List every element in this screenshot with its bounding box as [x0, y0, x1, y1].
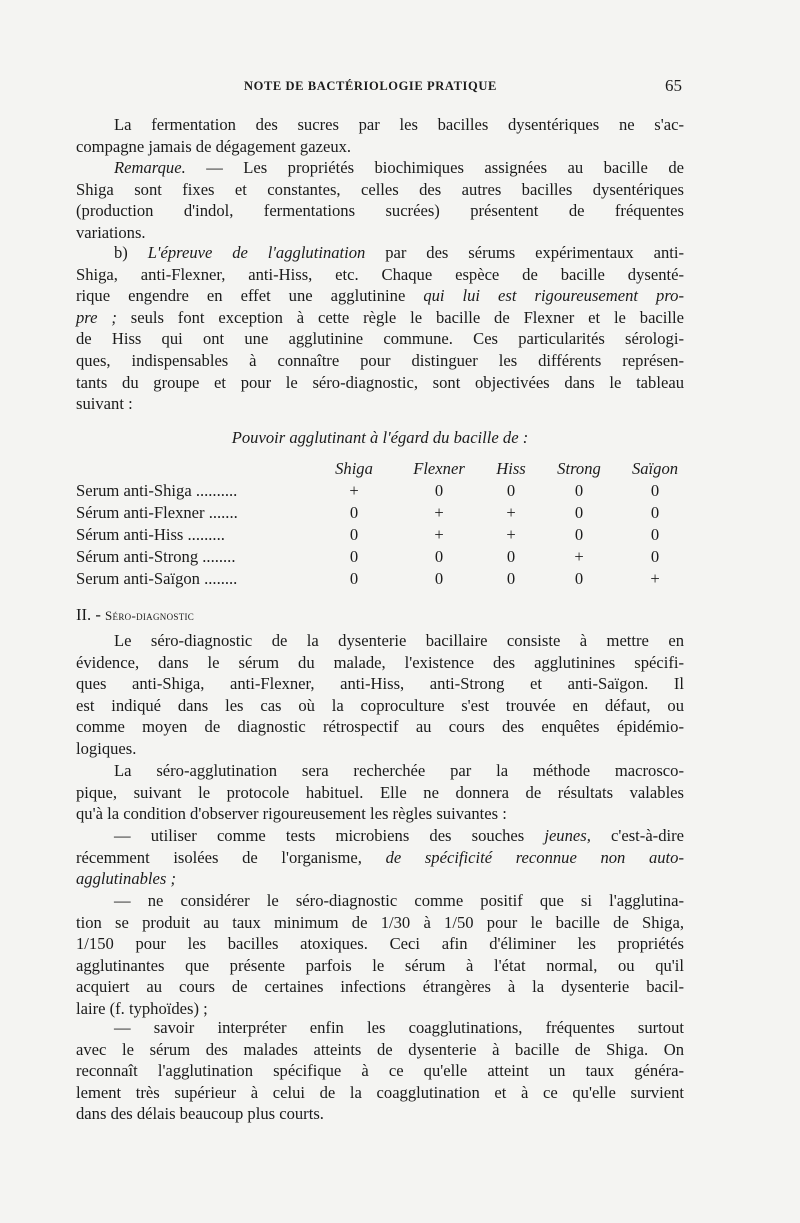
- table-cell: 0: [506, 481, 516, 500]
- text-span: rique engendre en effet une agglutinine: [76, 286, 424, 306]
- text-line: acquiert au cours de certaines infections étrangères à la dysenterie bacil-: [76, 977, 684, 997]
- paragraph-agglutination: [76, 242, 684, 415]
- paragraph-remarque: [76, 157, 684, 243]
- paragraph-rule-1: [76, 825, 684, 890]
- text-line: qu'à la condition d'observer rigoureusement les règles suivantes :: [76, 804, 507, 824]
- table-cell: 0: [349, 503, 359, 522]
- table-row: [76, 503, 684, 525]
- table-cell: 0: [506, 569, 516, 588]
- text-line: [76, 847, 684, 869]
- table-cell: 0: [650, 547, 660, 566]
- text-line: Shiga sont fixes et constantes, celles des autres bacilles dysentériques: [76, 179, 684, 199]
- column-header: Flexner: [413, 459, 465, 478]
- text-line: La fermentation des sucres par les bacilles dysentériques ne s'ac-: [114, 115, 684, 134]
- section-title: Séro-diagnostic: [105, 608, 195, 623]
- table-cell: 0: [434, 569, 444, 588]
- text-span: c'est-à-dire: [590, 826, 685, 845]
- text-line: [76, 825, 684, 847]
- row-label: Serum anti-Shiga ..........: [76, 481, 238, 500]
- row-label: Sérum anti-Hiss .........: [76, 525, 225, 544]
- paragraph-sero-agglutination: [76, 760, 684, 825]
- page-header: [76, 76, 684, 98]
- text-line: laire (f. typhoïdes) ;: [76, 998, 208, 1018]
- text-line: lement très supérieur à celui de la coagglutination et à ce qu'elle survient: [76, 1082, 684, 1102]
- table-cell: 0: [574, 569, 584, 588]
- italic-span: de spécificité reconnue non auto-: [385, 847, 684, 867]
- table-cell: +: [349, 481, 359, 500]
- text-line: — ne considérer le séro-diagnostic comme positif que si l'agglutina-: [114, 891, 684, 910]
- table-cell: +: [650, 569, 660, 588]
- text-line: Le séro-diagnostic de la dysenterie bacillaire consiste à mettre en: [114, 631, 684, 650]
- text-line: reconnaît l'agglutination spécifique à ce qu'elle atteint un taux généra-: [76, 1061, 684, 1081]
- text-line: 1/150 pour les bacilles atoxiques. Ceci afin d'éliminer les propriétés: [76, 934, 684, 954]
- table-cell: +: [506, 525, 516, 544]
- text-line: [76, 242, 684, 264]
- text-line: comme moyen de diagnostic rétrospectif au cours des enquêtes épidémio-: [76, 717, 684, 737]
- table-cell: 0: [650, 481, 660, 500]
- text-line: [76, 285, 684, 307]
- text-line: tants du groupe et pour le séro-diagnostic, sont objectivées dans le tableau: [76, 372, 684, 392]
- page-number: 65: [665, 76, 682, 95]
- text-line: évidence, dans le sérum du malade, l'existence des agglutinines spécifi-: [76, 652, 684, 672]
- paragraph-rule-3: [76, 1017, 684, 1125]
- table-cell: +: [434, 503, 444, 522]
- text-span: récemment isolées de l'organisme,: [76, 847, 386, 867]
- section-heading: [76, 605, 194, 625]
- table-cell: 0: [574, 503, 584, 522]
- column-header: Shiga: [335, 459, 373, 478]
- table-cell: 0: [574, 525, 584, 544]
- text-line: agglutinantes que présente parfois le sérum à l'état normal, ou qu'il: [76, 955, 684, 975]
- text-line: ques anti-Shiga, anti-Flexner, anti-Hiss, anti-Strong et anti-Saïgon. Il: [76, 674, 684, 694]
- table-cell: 0: [650, 525, 660, 544]
- italic-span: jeunes,: [544, 826, 591, 845]
- paragraph-fermentation: [76, 114, 684, 157]
- section-number: II. -: [76, 605, 106, 624]
- italic-span: pre ;: [76, 307, 117, 327]
- table-cell: 0: [434, 547, 444, 566]
- text-span: — utiliser comme tests microbiens des souches: [114, 826, 545, 845]
- text-line: [76, 307, 684, 329]
- table-cell: +: [506, 503, 516, 522]
- table-cell: 0: [574, 481, 584, 500]
- paragraph-sero-diagnostic: [76, 630, 684, 760]
- table-row: [76, 547, 684, 569]
- text-line: Shiga, anti-Flexner, anti-Hiss, etc. Chaque espèce de bacille dysenté-: [76, 264, 684, 284]
- table-cell: 0: [349, 525, 359, 544]
- text-line: tion se produit au taux minimum de 1/30 à 1/50 pour le bacille de Shiga,: [76, 912, 684, 932]
- text-line: logiques.: [76, 738, 137, 758]
- text-line: compagne jamais de dégagement gazeux.: [76, 136, 352, 156]
- row-label: Sérum anti-Flexner .......: [76, 503, 238, 522]
- text-span: par des sérums expérimentaux anti-: [365, 243, 685, 262]
- italic-span: qui lui est rigoureusement pro-: [423, 286, 684, 306]
- column-header: Hiss: [496, 459, 526, 478]
- text-line: est indiqué dans les cas où la coproculture s'est trouvée en défaut, ou: [76, 695, 684, 715]
- item-label: b): [114, 243, 128, 262]
- text-line: agglutinables ;: [76, 869, 177, 889]
- row-label: Serum anti-Saïgon ........: [76, 569, 238, 588]
- remarque-label: Remarque.: [114, 158, 186, 177]
- table-row: [76, 525, 684, 547]
- table-cell: 0: [434, 481, 444, 500]
- text-line: variations.: [76, 222, 146, 242]
- section-subtitle: L'épreuve de l'agglutination: [147, 243, 366, 262]
- text-line: (production d'indol, fermentations sucrées) présentent de fréquentes: [76, 201, 684, 221]
- table-cell: +: [574, 547, 584, 566]
- text-span: seuls font exception à cette règle le bacille de Flexner et le bacille: [116, 307, 684, 327]
- table-caption: Pouvoir agglutinant à l'égard du bacille de :: [231, 428, 529, 447]
- column-header: Saïgon: [631, 459, 679, 478]
- text-line: pique, suivant le protocole habituel. Elle ne donnera de résultats valables: [76, 782, 684, 802]
- text-line: — savoir interpréter enfin les coagglutinations, fréquentes surtout: [114, 1018, 684, 1037]
- column-header: Strong: [557, 459, 601, 478]
- text-line: suivant :: [76, 394, 133, 414]
- table-cell: +: [434, 525, 444, 544]
- row-label: Sérum anti-Strong ........: [76, 547, 236, 566]
- table-row: [76, 569, 684, 591]
- text-line: dans des délais beaucoup plus courts.: [76, 1104, 324, 1124]
- text-line: [76, 157, 684, 179]
- table-cell: 0: [349, 569, 359, 588]
- text-line: La séro-agglutination sera recherchée par la méthode macrosco-: [114, 761, 684, 780]
- paragraph-rule-2: [76, 890, 684, 1020]
- running-title: NOTE DE BACTÉRIOLOGIE PRATIQUE: [244, 79, 497, 93]
- table-cell: 0: [506, 547, 516, 566]
- text-line: ques, indispensables à connaître pour distinguer les différents représen-: [76, 350, 684, 370]
- text-line: de Hiss qui ont une agglutinine commune. Ces particularités sérologi-: [76, 329, 684, 349]
- text-span: — Les propriétés biochimiques assignées au bacille de: [185, 158, 684, 177]
- table-cell: 0: [349, 547, 359, 566]
- text-line: avec le sérum des malades atteints de dysenterie à bacille de Shiga. On: [76, 1039, 684, 1059]
- table-row: [76, 481, 684, 503]
- table-cell: 0: [650, 503, 660, 522]
